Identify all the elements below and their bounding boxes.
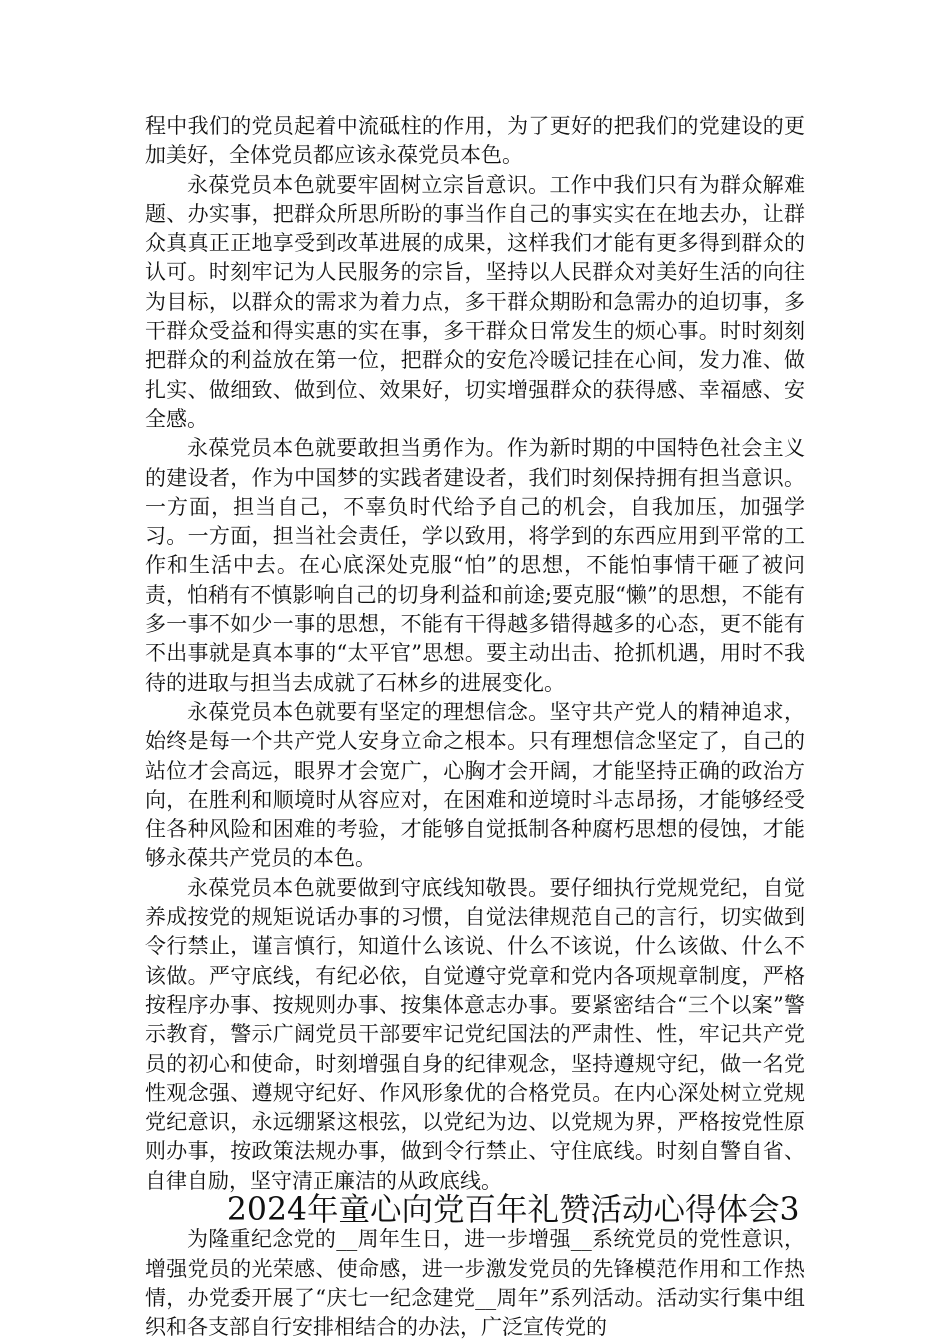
paragraph-continuation: 程中我们的党员起着中流砥柱的作用，为了更好的把我们的党建设的更加美好，全体党员都应该永葆党员本色。 bbox=[145, 114, 805, 168]
paragraph-responsibility: 永葆党员本色就要敢担当勇作为。作为新时期的中国特色社会主义的建设者，作为中国梦的实践者建设者，我们时刻保持拥有担当意识。一方面，担当自己，不辜负时代给予自己的机会，自我加压，加强学习。一方面，担当社会责任，学以致用，将学到的东西应用到平常的工作和生活中去。在心底深处克服“怕”的思想，不能怕事情干砸了被问责，怕稍有不慎影响自己的切身利益和前途;要克服“懒”的思想，不能有多一事不如少一事的思想，不能有干得越多错得越多的心态，更不能有不出事就是真本事的“太平官”思想。要主动出击、抢抓机遇，用时不我待的进取与担当去成就了石林乡的进展变化。 bbox=[145, 436, 805, 695]
section-heading: 2024年童心向党百年礼赞活动心得体会3 bbox=[226, 1191, 800, 1228]
paragraph-purpose-awareness: 永葆党员本色就要牢固树立宗旨意识。工作中我们只有为群众解难题、办实事，把群众所思所盼的事当作自己的事实实在在地去办，让群众真真正正地享受到改革进展的成果，这样我们才能有更多得到群众的认可。时刻牢记为人民服务的宗旨，坚持以人民群众对美好生活的向往为目标，以群众的需求为着力点，多干群众期盼和急需办的迫切事，多干群众受益和得实惠的实在事，多干群众日常发生的烦心事。时时刻刻把群众的利益放在第一位，把群众的安危冷暖记挂在心间，发力准、做扎实、做细致、做到位、效果好，切实增强群众的获得感、幸福感、安全感。 bbox=[145, 172, 805, 431]
paragraph-ideals-beliefs: 永葆党员本色就要有坚定的理想信念。坚守共产党人的精神追求，始终是每一个共产党人安身立命之根本。只有理想信念坚定了，自己的站位才会高远，眼界才会宽广，心胸才会开阔，才能坚持正确的政治方向，在胜利和顺境时从容应对，在困难和逆境时斗志昂扬，才能够经受住各种风险和困难的考验，才能够自觉抵制各种腐朽思想的侵蚀，才能够永葆共产党员的本色。 bbox=[145, 699, 805, 871]
document-page bbox=[145, 112, 805, 1342]
paragraph-bottom-line: 永葆党员本色就要做到守底线知敬畏。要仔细执行党规党纪，自觉养成按党的规矩说话办事的习惯，自觉法律规范自己的言行，切实做到令行禁止，谨言慎行，知道什么该说、什么不该说，什么该做、什么不该做。严守底线，有纪必依，自觉遵守党章和党内各项规章制度，严格按程序办事、按规则办事、按集体意志办事。要紧密结合“三个以案”警示教育，警示广阔党员干部要牢记党纪国法的严肃性、性，牢记共产党员的初心和使命，时刻增强自身的纪律观念，坚持遵规守纪，做一名党性观念强、遵规守纪好、作风形象优的合格党员。在内心深处树立党规党纪意识，永远绷紧这根弦，以党纪为边、以党规为界，严格按党性原则办事，按政策法规办事，做到令行禁止、守住底线。时刻自警自省、自律自励，坚守清正廉洁的从政底线。 bbox=[145, 875, 805, 1193]
paragraph-final: 为隆重纪念党的__周年生日，进一步增强__系统党员的党性意识，增强党员的光荣感、使命感，进一步激发党员的先锋模范作用和工作热情，办党委开展了“庆七一纪念建党__周年”系列活动。活动实行集中组织和各支部自行安排相结合的办法，广泛宣传党的 bbox=[145, 1227, 805, 1340]
